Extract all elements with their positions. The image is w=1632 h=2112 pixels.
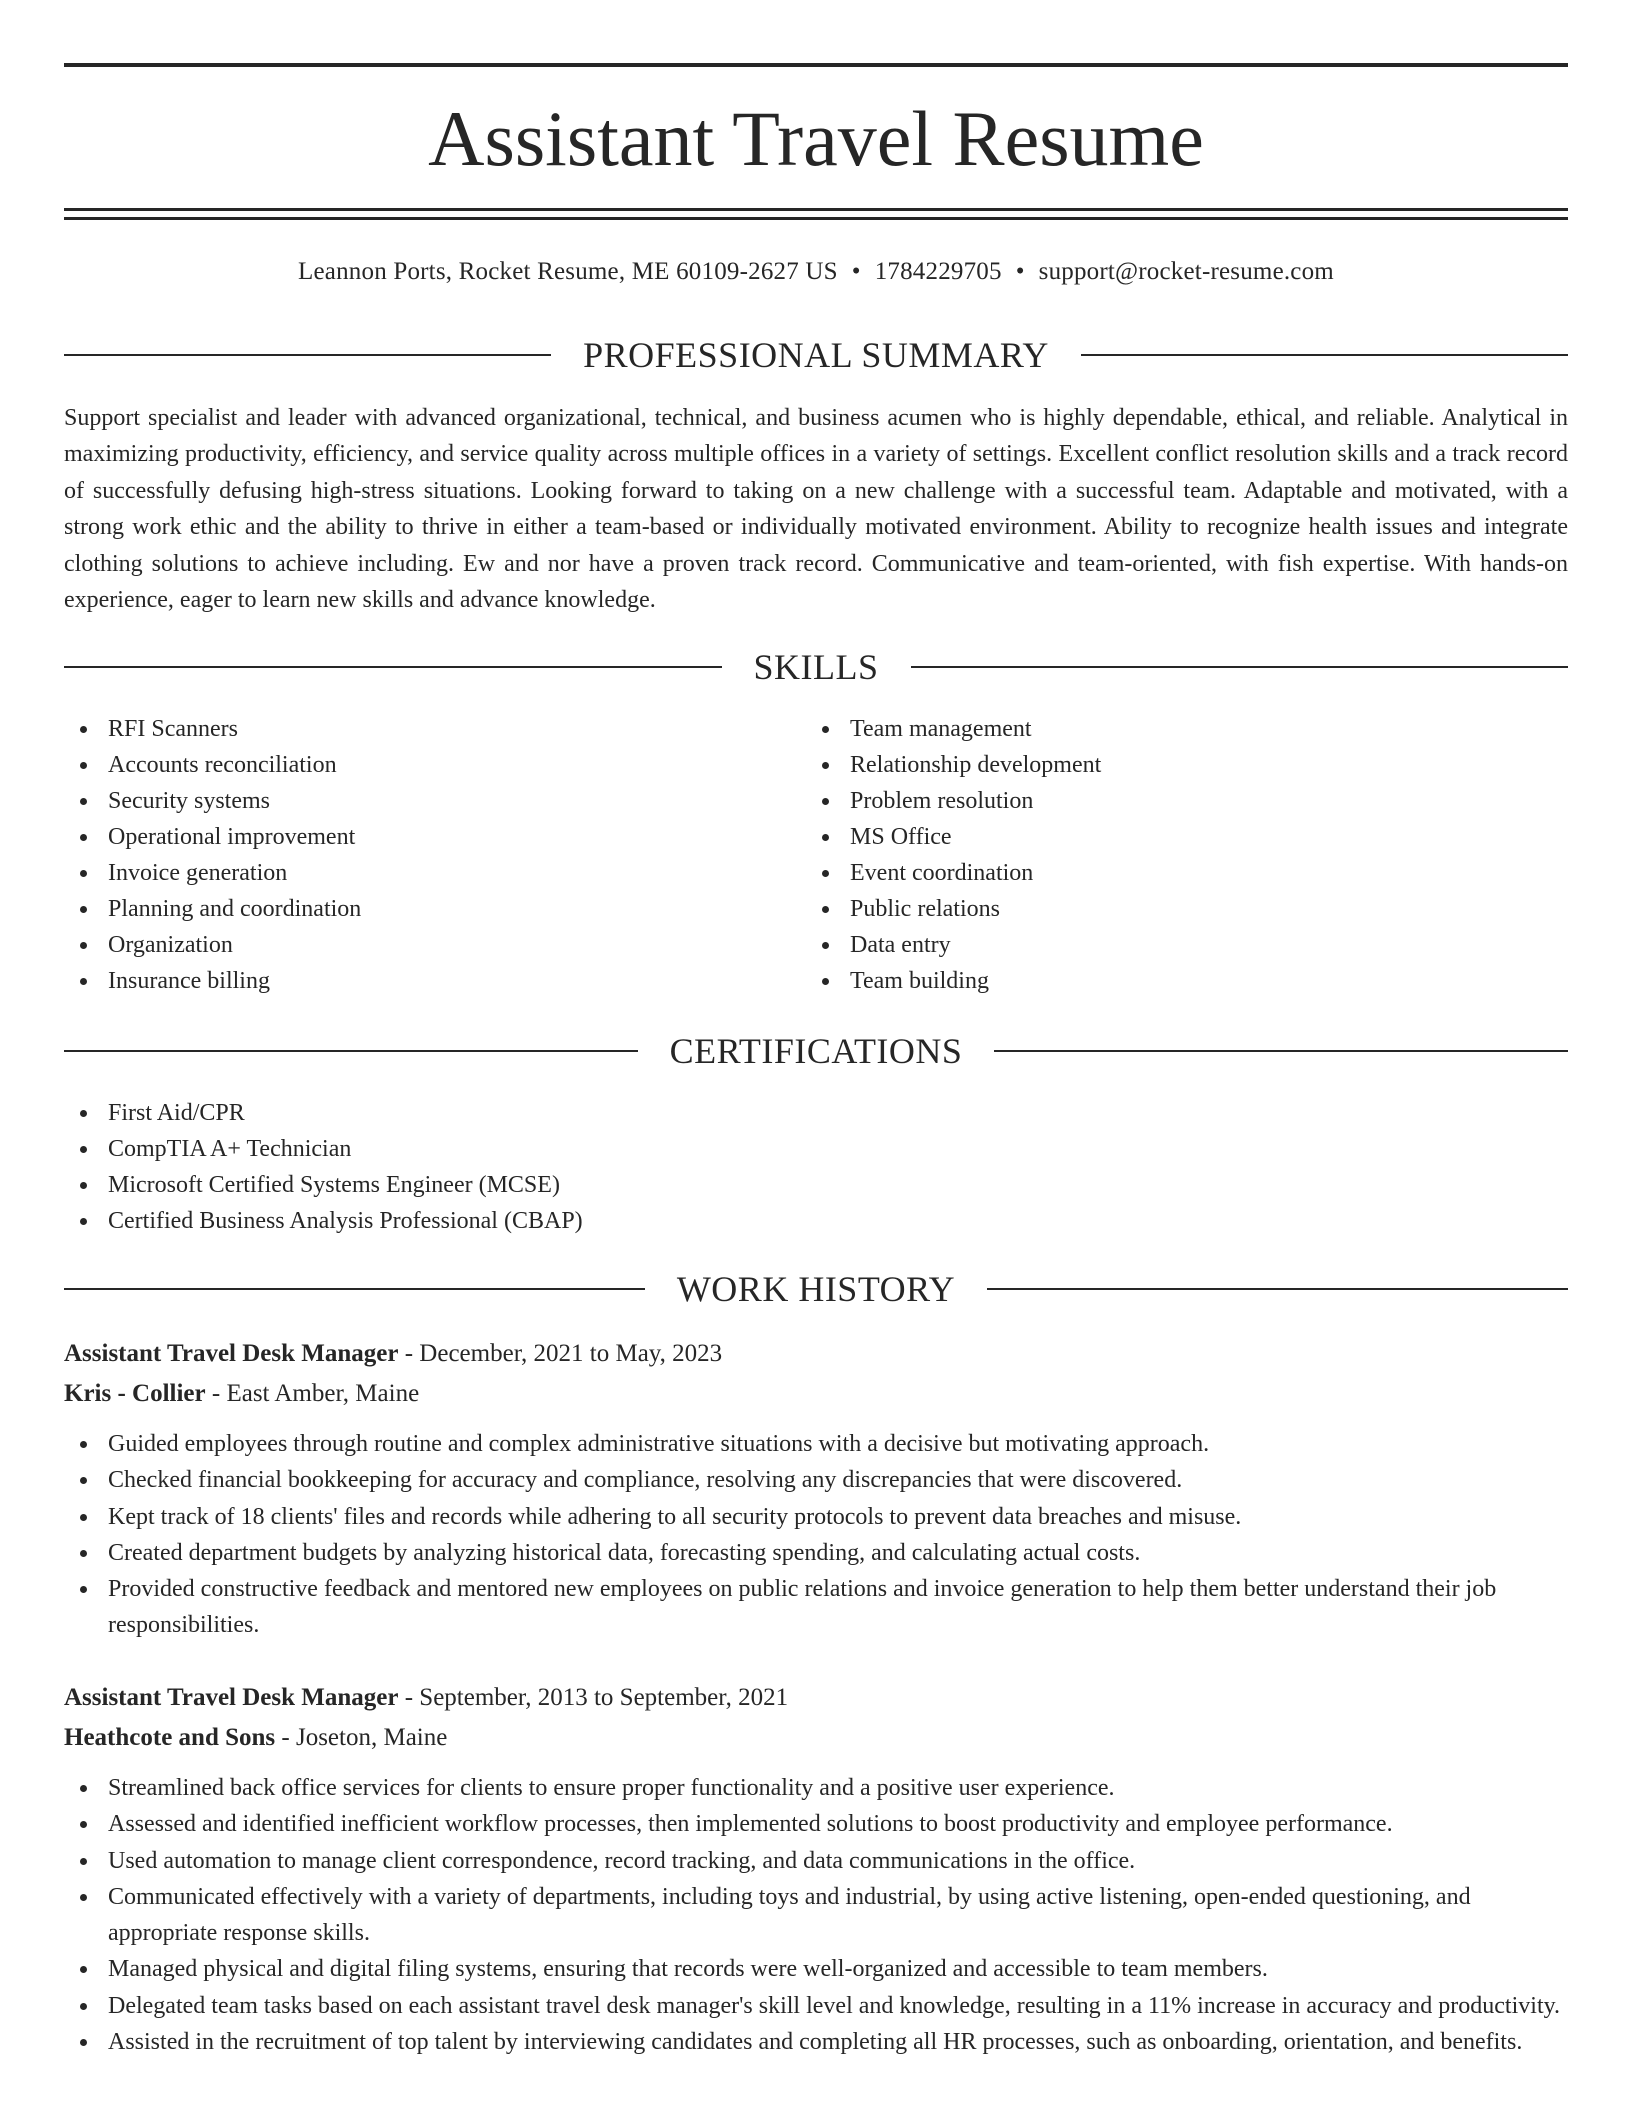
job-bullet: Communicated effectively with a variety of departments, including toys and industrial, by using active listening, open-ended questioning, and appropriate response skills. (64, 1879, 1568, 1952)
job-bullets (64, 1426, 1568, 1644)
section-heading-summary (64, 333, 1568, 377)
contact-address: Leannon Ports, Rocket Resume, ME 60109-2627 US (298, 258, 838, 285)
skill-item: Problem resolution (806, 783, 1506, 819)
heading-rule (987, 1288, 1568, 1290)
job-location: - East Amber, Maine (205, 1380, 420, 1407)
skill-item: Planning and coordination (64, 891, 764, 927)
contact-separator: • (851, 258, 861, 285)
contact-separator: • (1015, 258, 1025, 285)
job-bullet: Delegated team tasks based on each assistant travel desk manager's skill level and knowledge, resulting in a 11% increase in accuracy and productivity. (64, 1988, 1568, 2024)
contact-phone: 1784229705 (874, 258, 1002, 285)
certifications-list (64, 1095, 1568, 1239)
resume-title: Assistant Travel Resume (428, 95, 1204, 182)
skill-item: Insurance billing (64, 963, 764, 999)
job-title-line (64, 1678, 1568, 1718)
job-entry (64, 1678, 1568, 2060)
job-company-line (64, 1718, 1568, 1758)
skill-item: Team management (806, 711, 1506, 747)
job-dates: - December, 2021 to May, 2023 (398, 1340, 723, 1367)
heading-rule (64, 1050, 638, 1052)
section-heading-certifications (64, 1029, 1568, 1073)
top-rule (64, 63, 1568, 67)
heading-rule (64, 1288, 645, 1290)
job-title: Assistant Travel Desk Manager (64, 1684, 399, 1711)
job-entry (64, 1334, 1568, 1644)
section-heading-work-history (64, 1267, 1568, 1311)
heading-rule (911, 666, 1569, 668)
job-company: Heathcote and Sons (64, 1724, 276, 1751)
skill-item: Relationship development (806, 747, 1506, 783)
job-location: - Joseton, Maine (275, 1724, 448, 1751)
skill-item: Organization (64, 927, 764, 963)
contact-email: support@rocket-resume.com (1038, 258, 1334, 285)
skill-item: Operational improvement (64, 819, 764, 855)
contact-line (64, 254, 1568, 290)
job-bullet: Assessed and identified inefficient workflow processes, then implemented solutions to boost productivity and employee performance. (64, 1806, 1568, 1842)
skill-item: RFI Scanners (64, 711, 764, 747)
job-company-line (64, 1374, 1568, 1414)
job-bullet: Guided employees through routine and complex administrative situations with a decisive but motivating approach. (64, 1426, 1568, 1462)
certification-item: First Aid/CPR (64, 1095, 1568, 1131)
section-title: PROFESSIONAL SUMMARY (583, 335, 1049, 375)
skill-item: Accounts reconciliation (64, 747, 764, 783)
job-dates: - September, 2013 to September, 2021 (398, 1684, 789, 1711)
job-title: Assistant Travel Desk Manager (64, 1340, 399, 1367)
job-company: Kris - Collier (64, 1380, 206, 1407)
skills-list-right (806, 711, 1506, 999)
summary-text: Support specialist and leader with advanced organizational, technical, and business acumen who is highly dependable, ethical, and reliable. Analytical in maximizing productivity, efficiency, and service quality across multiple offices in a variety of settings. Excellent conflict resolution skills and a track record of successfully defusing high-stress situations. Looking forward to taking on a new challenge with a successful team. Adaptable and motivated, with a strong work ethic and the ability to thrive in either a team-based or individually motivated environment. Ability to recognize health issues and integrate clothing solutions to achieve including. Ew and nor have a proven track record. Communicative and team-oriented, with fish expertise. With hands-on experience, eager to learn new skills and advance knowledge. (64, 405, 1568, 614)
job-bullet: Streamlined back office services for clients to ensure proper functionality and a positive user experience. (64, 1770, 1568, 1806)
skill-item: Invoice generation (64, 855, 764, 891)
section-title: SKILLS (753, 647, 879, 687)
skills-list-left (64, 711, 764, 999)
section-title: WORK HISTORY (676, 1269, 956, 1309)
heading-rule (64, 354, 551, 356)
job-bullet: Assisted in the recruitment of top talent by interviewing candidates and completing all HR processes, such as onboarding, orientation, and benefits. (64, 2024, 1568, 2060)
skill-item: Public relations (806, 891, 1506, 927)
job-bullet: Created department budgets by analyzing historical data, forecasting spending, and calculating actual costs. (64, 1535, 1568, 1571)
section-heading-skills (64, 645, 1568, 689)
job-title-line (64, 1334, 1568, 1374)
skill-item: Event coordination (806, 855, 1506, 891)
heading-rule (64, 666, 722, 668)
certification-item: Microsoft Certified Systems Engineer (MCSE) (64, 1167, 1568, 1203)
skill-item: MS Office (806, 819, 1506, 855)
job-bullet: Provided constructive feedback and mentored new employees on public relations and invoice generation to help them better understand their job responsibilities. (64, 1571, 1568, 1644)
skill-item: Data entry (806, 927, 1506, 963)
certification-item: Certified Business Analysis Professional (CBAP) (64, 1203, 1568, 1239)
job-bullets (64, 1770, 1568, 2060)
job-bullet: Managed physical and digital filing systems, ensuring that records were well-organized and accessible to team members. (64, 1951, 1568, 1987)
title-double-rule (64, 208, 1568, 220)
skill-item: Team building (806, 963, 1506, 999)
job-bullet: Kept track of 18 clients' files and records while adhering to all security protocols to prevent data breaches and misuse. (64, 1499, 1568, 1535)
job-bullet: Used automation to manage client correspondence, record tracking, and data communications in the office. (64, 1843, 1568, 1879)
heading-rule (1081, 354, 1568, 356)
certification-item: CompTIA A+ Technician (64, 1131, 1568, 1167)
job-bullet: Checked financial bookkeeping for accuracy and compliance, resolving any discrepancies that were discovered. (64, 1462, 1568, 1498)
section-title: CERTIFICATIONS (669, 1031, 963, 1071)
heading-rule (994, 1050, 1568, 1052)
skill-item: Security systems (64, 783, 764, 819)
